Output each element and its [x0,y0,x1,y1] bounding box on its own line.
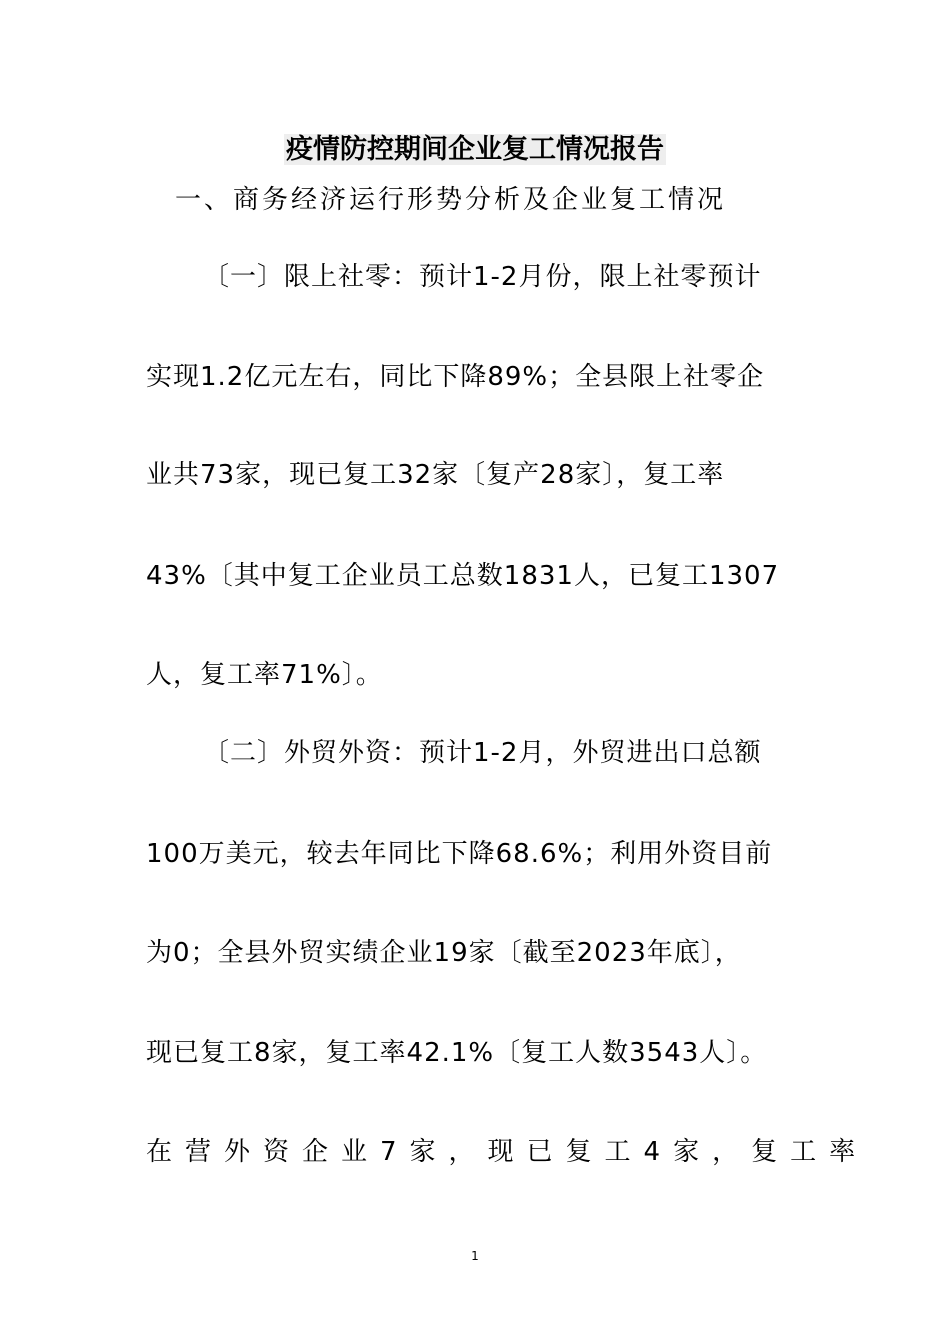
paragraph-line: 〔一〕限上社零：预计1-2月份，限上社零预计 [203,262,762,292]
paragraph-line: 人，复工率71%〕。 [146,660,383,690]
paragraph-line: 实现1.2亿元左右，同比下降89%；全县限上社零企 [146,362,765,392]
paragraph-line: 业共73家，现已复工32家〔复产28家〕，复工率 [146,460,725,490]
paragraph-line: 43%〔其中复工企业员工总数1831人，已复工1307 [146,561,780,591]
paragraph-line: 在营外资企业7家，现已复工4家，复工率 [146,1137,869,1167]
paragraph-line: 为0；全县外贸实绩企业19家〔截至2023年底〕， [146,938,742,968]
paragraph-line: 现已复工8家，复工率42.1%〔复工人数3543人〕。 [146,1038,768,1068]
document-title [0,130,950,170]
document-title-text: 疫情防控期间企业复工情况报告 [286,134,664,165]
paragraph-line: 〔二〕外贸外资：预计1-2月，外贸进出口总额 [203,738,762,768]
section-heading: 一、商务经济运行形势分析及企业复工情况 [175,185,727,215]
paragraph-line: 100万美元，较去年同比下降68.6%；利用外资目前 [146,839,773,869]
page-number: 1 [471,1249,479,1263]
